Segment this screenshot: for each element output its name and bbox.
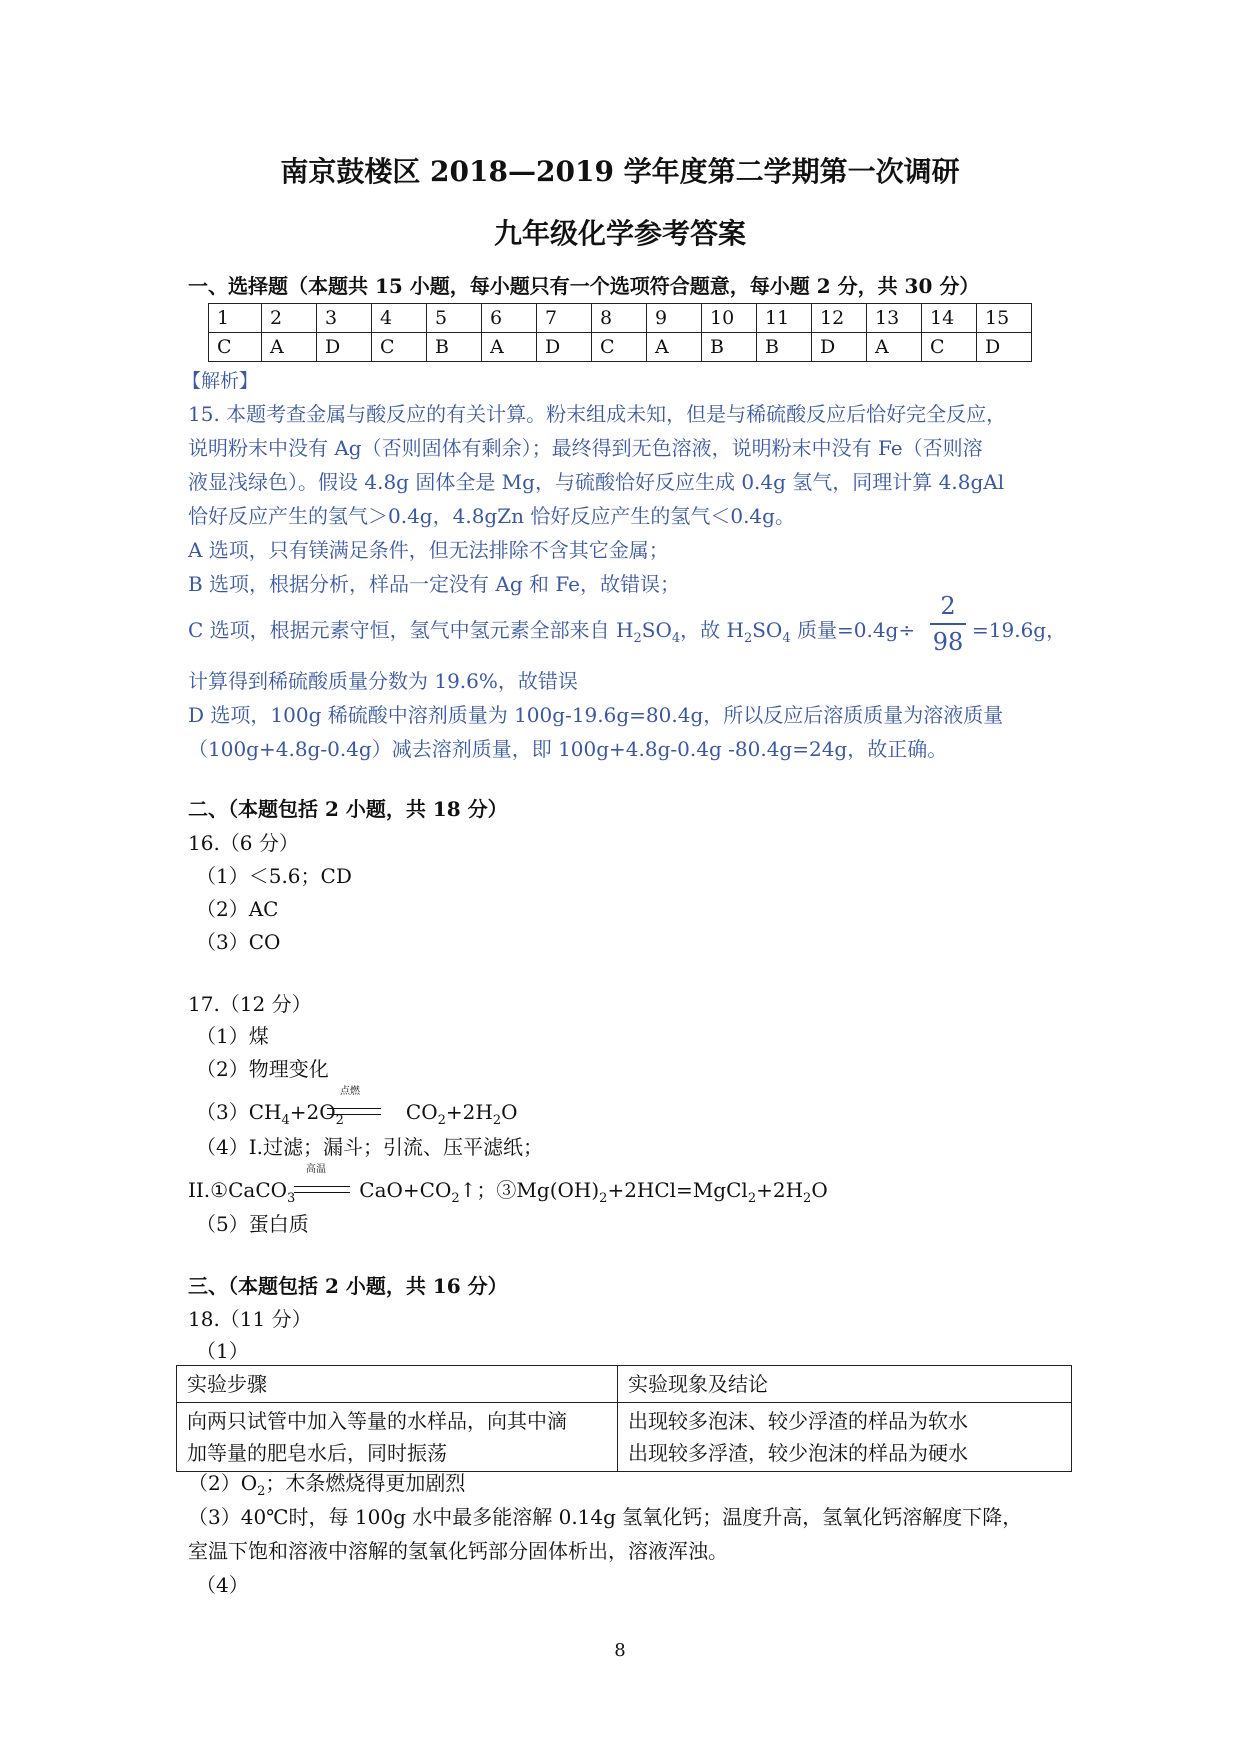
analysis-line: 计算得到稀硫酸质量分数为 19.6%，故错误 — [188, 669, 578, 693]
question-number: 4 — [372, 304, 427, 333]
q16-answer: （3）CO — [196, 930, 281, 954]
fraction-2-over-98 — [930, 592, 966, 656]
section-3-heading: 三、（本题包括 2 小题，共 16 分） — [188, 1274, 508, 1298]
analysis-line: 液显浅绿色）。假设 4.8g 固体全是 Mg，与硫酸恰好反应生成 0.4g 氢气，同理计算 4.8gAl — [188, 470, 1005, 494]
experiment-steps-cell: 向两只试管中加入等量的水样品，向其中滴 加等量的肥皂水后，同时振荡 — [177, 1403, 618, 1472]
equation-equals-bar — [327, 1108, 381, 1115]
header-results: 实验现象及结论 — [618, 1366, 1072, 1403]
page-subtitle: 九年级化学参考答案 — [493, 217, 746, 250]
answer-letter: A — [262, 333, 317, 362]
analysis-line: 恰好反应产生的氢气＞0.4g，4.8gZn 恰好反应产生的氢气＜0.4g。 — [188, 504, 795, 528]
analysis-tag: 【解析】 — [182, 370, 259, 392]
experiment-results-cell: 出现较多泡沫、较少浮渣的样品为软水 出现较多浮渣，较少泡沫的样品为硬水 — [618, 1403, 1072, 1472]
answer-letter: C — [592, 333, 647, 362]
question-number: 11 — [757, 304, 812, 333]
analysis-line: D 选项，100g 稀硫酸中溶剂质量为 100g-19.6g=80.4g，所以反应后溶质质量为溶液质量 — [188, 703, 1004, 727]
section-1-heading: 一、选择题（本题共 15 小题，每小题只有一个选项符合题意，每小题 2 分，共 30 分） — [188, 274, 980, 298]
condition-high-temp: 高温 — [306, 1164, 326, 1175]
answer-letter: D — [317, 333, 372, 362]
question-number: 1 — [209, 304, 262, 333]
fraction-denominator: 98 — [932, 628, 964, 656]
question-number: 10 — [702, 304, 757, 333]
q17-answer: （1）煤 — [196, 1024, 269, 1048]
analysis-line: A 选项，只有镁满足条件，但无法排除不含其它金属； — [188, 538, 669, 562]
q18-part2: $(2)O_2$；木条燃烧得更加剧烈 — [188, 1471, 466, 1499]
experiment-table — [176, 1365, 1072, 1472]
analysis-line: B 选项，根据分析，样品一定没有 Ag 和 Fe，故错误； — [188, 572, 680, 596]
q16-answer: （1）＜5.6；CD — [196, 864, 352, 888]
answer-number-row — [209, 304, 1032, 333]
answer-letter: B — [427, 333, 482, 362]
answer-letter: D — [977, 333, 1032, 362]
question-number: 5 — [427, 304, 482, 333]
q18-part3: 室温下饱和溶液中溶解的氢氧化钙部分固体析出，溶液浑浊。 — [188, 1539, 728, 1563]
answer-letter-row — [209, 333, 1032, 362]
experiment-header-row — [177, 1366, 1072, 1403]
page-number: 8 — [614, 1640, 626, 1661]
page-title: 南京鼓楼区 2018—2019 学年度第二学期第一次调研 — [280, 155, 960, 188]
question-number: 6 — [482, 304, 537, 333]
question-number: 3 — [317, 304, 372, 333]
condition-ignite: 点燃 — [340, 1086, 360, 1097]
q16-heading: 16.（6 分） — [188, 831, 299, 855]
equation-equals-bar — [294, 1186, 350, 1193]
analysis-line: （100g+4.8g-0.4g）减去溶剂质量，即 100g+4.8g-0.4g -80.4g=24g，故正确。 — [188, 737, 948, 761]
answer-letter: D — [537, 333, 592, 362]
answer-letter: D — [812, 333, 867, 362]
question-number: 12 — [812, 304, 867, 333]
question-number: 15 — [977, 304, 1032, 333]
question-number: 13 — [867, 304, 922, 333]
analysis-line: 说明粉末中没有 Ag（否则固体有剩余）；最终得到无色溶液，说明粉末中没有 Fe（否则溶 — [188, 436, 983, 460]
q17-heading: 17.（12 分） — [188, 992, 312, 1016]
q17-equation-caco3: II.①CaCO$_3$ $CaO+CO_2↑$；$③Mg(OH)_2+2HCl=MgCl_2+2H_2O$ — [188, 1178, 828, 1206]
q18-part3: （3）40℃时，每 100g 水中最多能溶解 0.14g 氢氧化钙；温度升高，氢氧化钙溶解度下降， — [188, 1505, 1023, 1529]
answer-letter: B — [702, 333, 757, 362]
question-number: 9 — [647, 304, 702, 333]
fraction-numerator: 2 — [940, 592, 956, 620]
q17-answer: （5）蛋白质 — [196, 1212, 309, 1236]
experiment-row — [177, 1403, 1072, 1472]
answer-letter: B — [757, 333, 812, 362]
question-number: 7 — [537, 304, 592, 333]
analysis-line: 15. 本题考查金属与酸反应的有关计算。粉末组成未知，但是与稀硫酸反应后恰好完全反应， — [188, 402, 1007, 426]
answer-letter: A — [647, 333, 702, 362]
answer-letter: A — [482, 333, 537, 362]
answer-table — [208, 303, 1032, 362]
q17-answer: （4）I.过滤；漏斗；引流、压平滤纸； — [196, 1135, 543, 1159]
header-steps: 实验步骤 — [177, 1366, 618, 1403]
section-2-heading: 二、（本题包括 2 小题，共 18 分） — [188, 797, 508, 821]
q16-answer: （2）AC — [196, 897, 279, 921]
q18-heading: 18.（11 分） — [188, 1307, 312, 1331]
answer-letter: A — [867, 333, 922, 362]
q17-answer: （2）物理变化 — [196, 1057, 329, 1081]
answer-letter: C — [209, 333, 262, 362]
question-number: 8 — [592, 304, 647, 333]
answer-letter: C — [372, 333, 427, 362]
analysis-option-c: C 选项，根据元素守恒，氢气中氢元素全部来自 $H_2SO_4$，故 $H_2SO_4$ 质量=0.4g÷ — [188, 618, 916, 646]
q17-equation-ch4: $(3)CH_4+2O_2$ $CO_2+2H_2O$ — [196, 1100, 518, 1128]
answer-letter: C — [922, 333, 977, 362]
question-number: 2 — [262, 304, 317, 333]
question-number: 14 — [922, 304, 977, 333]
analysis-option-c-result: =19.6g， — [972, 618, 1067, 642]
q18-part4: （4） — [196, 1573, 249, 1597]
q18-part1: （1） — [196, 1339, 249, 1363]
